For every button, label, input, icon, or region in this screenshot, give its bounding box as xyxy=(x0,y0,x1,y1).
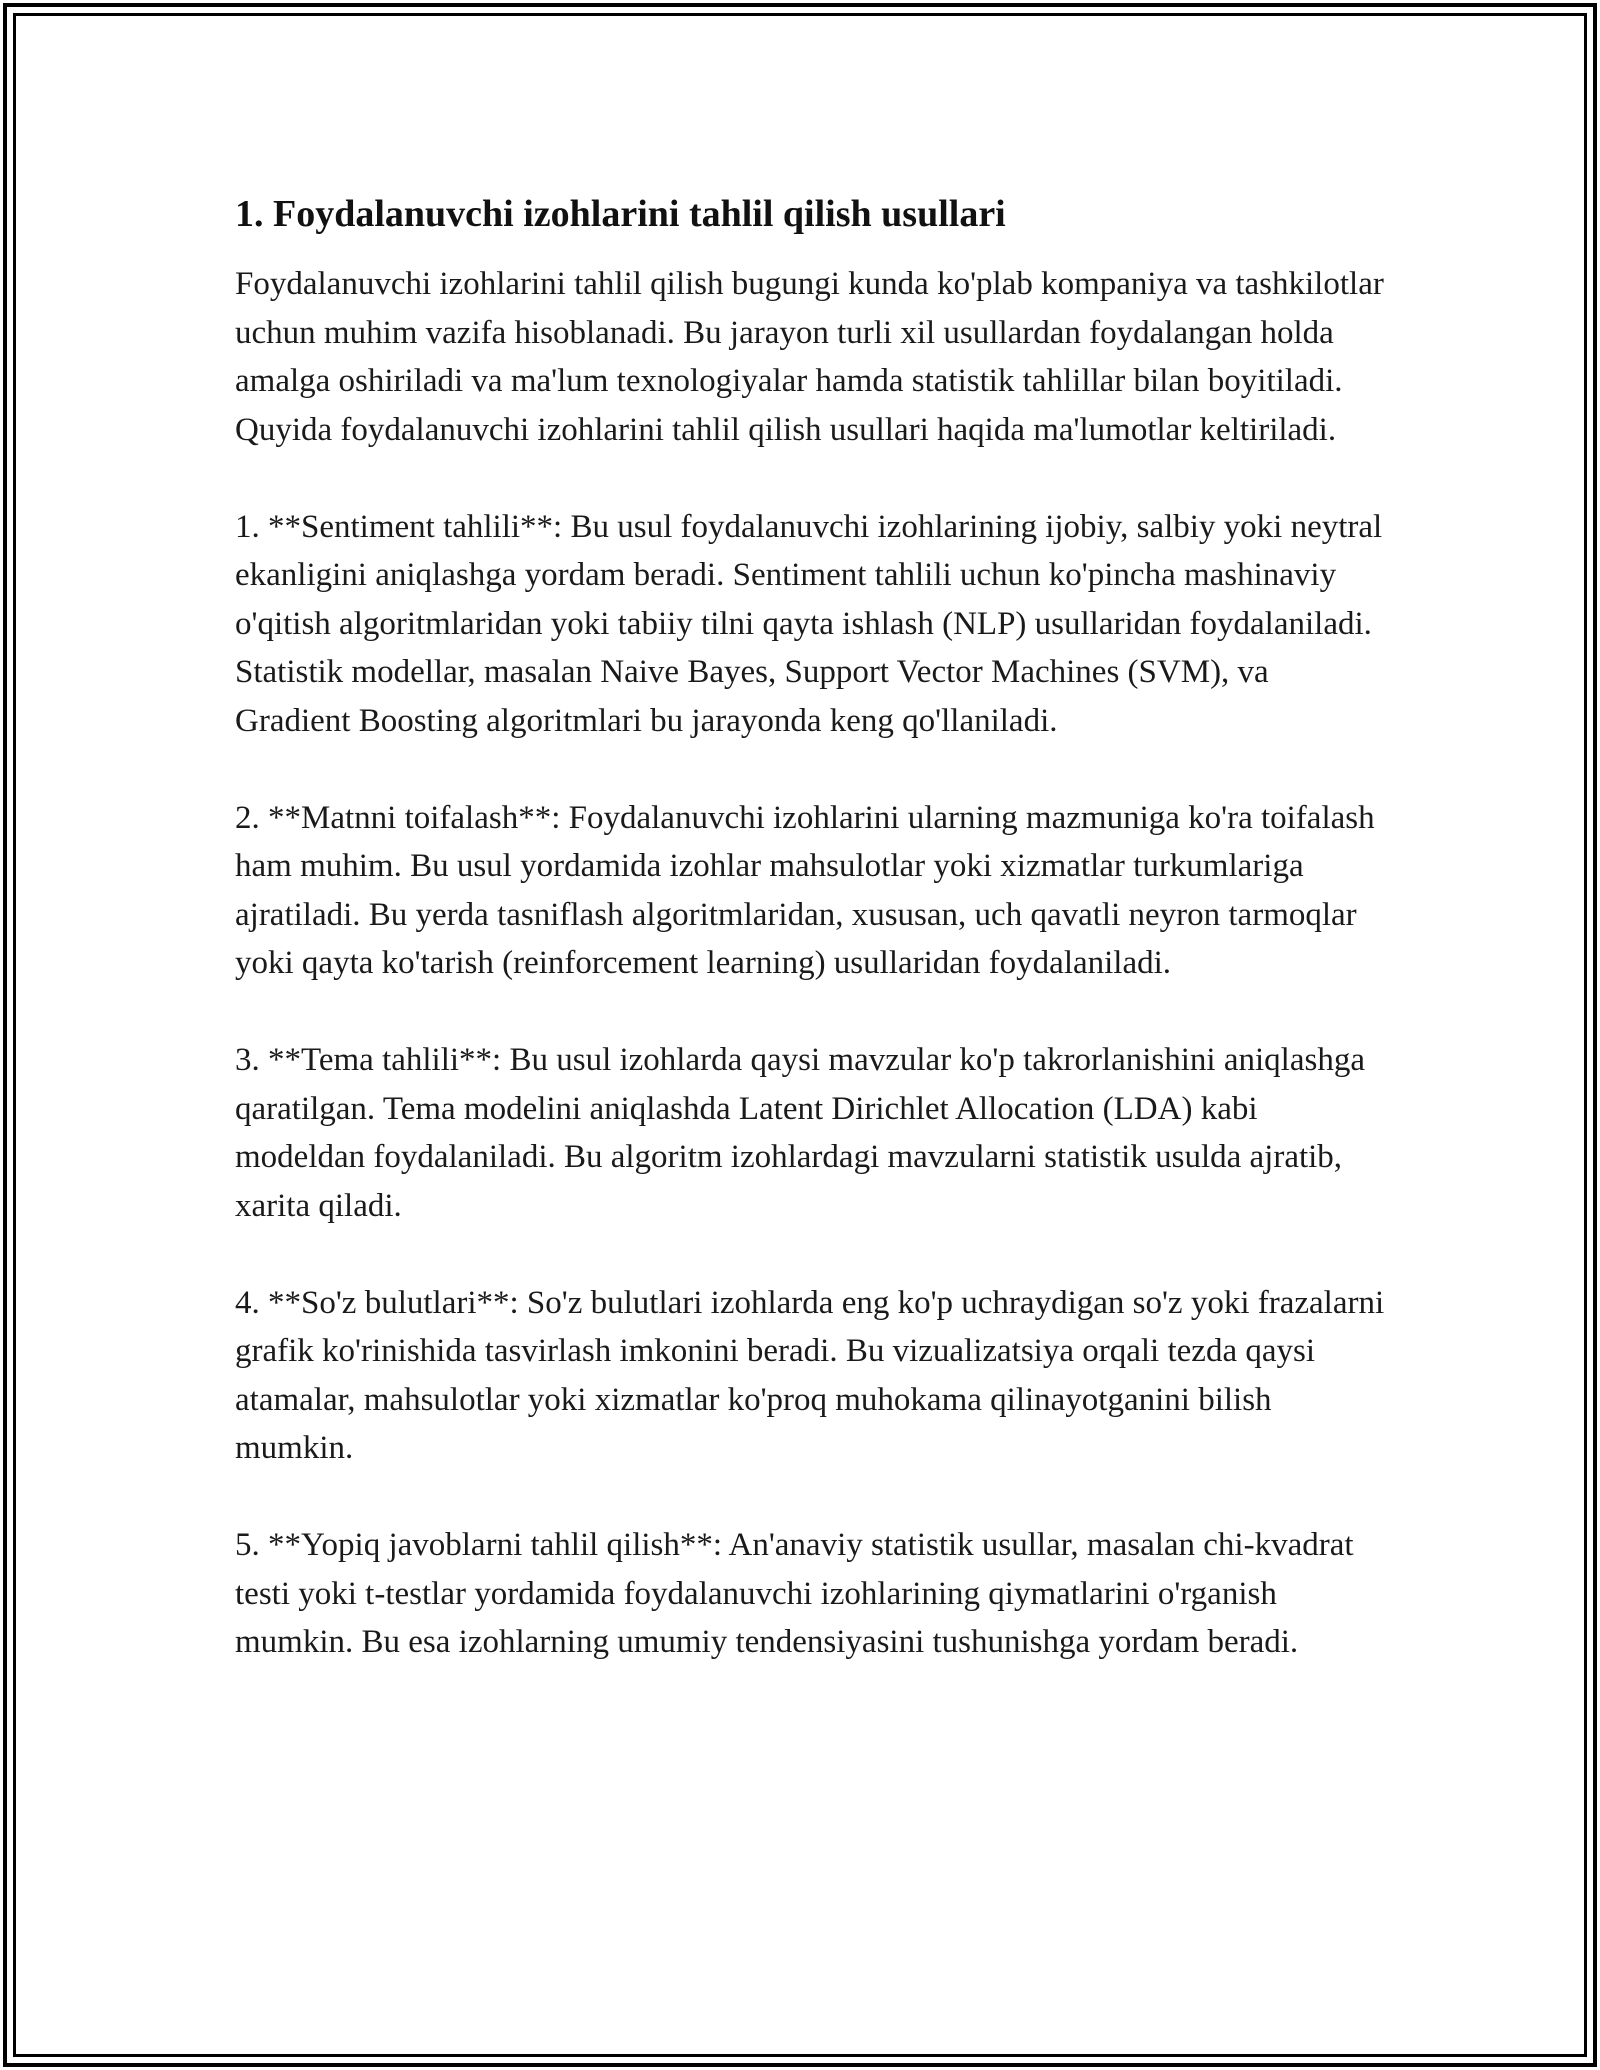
document-title: 1. Foydalanuvchi izohlarini tahlil qilish usullari xyxy=(235,193,1006,235)
text-classification-paragraph: 2. **Matnni toifalash**: Foydalanuvchi izohlarini ularning mazmuniga ko'ra toifalash ham muhim. Bu usul yordamida izohlar mahsulotlar yoki xizmatlar turkumlariga ajratiladi. Bu yerda tasniflash algoritmlaridan, xususan, uch qavatli neyron tarmoqlar yoki qayta ko'tarish (reinforcement learning) usullaridan foydalaniladi. xyxy=(235,799,1375,981)
topic-analysis-paragraph: 3. **Tema tahlili**: Bu usul izohlarda qaysi mavzular ko'p takrorlanishini aniqlashga qaratilgan. Tema modelini aniqlashda Latent Dirichlet Allocation (LDA) kabi modeldan foydalaniladi. Bu algoritm izohlardagi mavzularni statistik usulda ajratib, xarita qiladi. xyxy=(235,1042,1365,1224)
word-clouds-paragraph: 4. **So'z bulutlari**: So'z bulutlari izohlarda eng ko'p uchraydigan so'z yoki frazalarni grafik ko'rinishida tasvirlash imkonini beradi. Bu vizualizatsiya orqali tezda qaysi atamalar, mahsulotlar yoki xizmatlar ko'proq muhokama qilinayotganini bilish mumkin. xyxy=(235,1284,1385,1466)
sentiment-analysis-paragraph: 1. **Sentiment tahlili**: Bu usul foydalanuvchi izohlarining ijobiy, salbiy yoki neytral ekanligini aniqlashga yordam beradi. Sentiment tahlili uchun ko'pincha mashinaviy o'qitish algoritmlaridan yoki tabiiy tilni qayta ishlash (NLP) usullaridan foydalaniladi. Statistik modellar, masalan Naive Bayes, Support Vector Machines (SVM), va Gradient Boosting algoritmlari bu jarayonda keng qo'llaniladi. xyxy=(235,508,1383,739)
intro-paragraph: Foydalanuvchi izohlarini tahlil qilish bugungi kunda ko'plab kompaniya va tashkilotlar uchun muhim vazifa hisoblanadi. Bu jarayon turli xil usullardan foydalangan holda amalga oshiriladi va ma'lum texnologiyalar hamda statistik tahlillar bilan boyitiladi. Quyida foydalanuvchi izohlarini tahlil qilish usullari haqida ma'lumotlar keltiriladi. xyxy=(235,266,1384,448)
closed-responses-paragraph: 5. **Yopiq javoblarni tahlil qilish**: An'anaviy statistik usullar, masalan chi-kvadrat testi yoki t-testlar yordamida foydalanuvchi izohlarining qiymatlarini o'rganish mumkin. Bu esa izohlarning umumiy tendensiyasini tushunishga yordam beradi. xyxy=(235,1527,1354,1660)
document-body xyxy=(235,188,1385,1715)
